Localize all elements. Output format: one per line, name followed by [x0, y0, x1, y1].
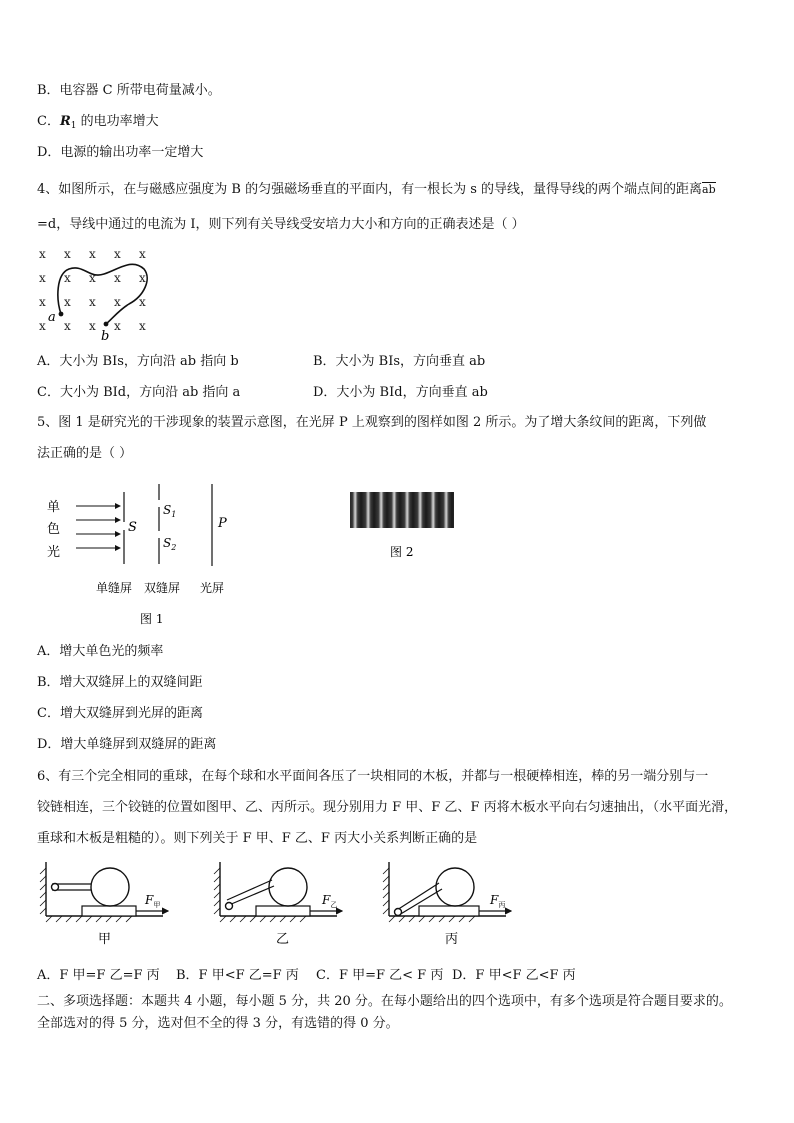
label-s: S	[128, 520, 137, 535]
field-mark: x	[114, 295, 121, 309]
heavy-ball	[269, 868, 307, 906]
label-s2: $S_2$	[163, 536, 177, 552]
q4-stem-line1: 4、如图所示，在与磁感应强度为 B 的匀强磁场垂直的平面内，有一根长为 s 的导线，量得导线的两个端点间的距离ab	[37, 182, 716, 197]
field-mark: x	[39, 295, 46, 309]
field-mark: x	[89, 319, 96, 333]
q5-option-d: D．增大单缝屏到双缝屏的距离	[37, 737, 217, 752]
endpoint-b	[104, 322, 109, 327]
q6-option-b: B．F 甲<F 乙=F 丙	[176, 968, 299, 983]
q5-option-a: A．增大单色光的频率	[37, 644, 164, 659]
q5-option-c: C．增大双缝屏到光屏的距离	[37, 706, 203, 721]
field-mark: x	[139, 319, 146, 333]
q6-option-d: D．F 甲<F 乙<F 丙	[452, 968, 576, 983]
magnetic-field-figure	[34, 244, 164, 344]
label-double-slit-screen: 双缝屏	[144, 581, 181, 595]
q6-option-a: A．F 甲=F 乙=F 丙	[37, 968, 160, 983]
field-mark: x	[114, 247, 121, 261]
fig1-caption: 图 1	[140, 612, 164, 626]
label-p: P	[218, 516, 227, 531]
field-mark: x	[64, 247, 71, 261]
heavy-ball	[91, 868, 129, 906]
hinge	[395, 909, 402, 916]
q4-stem-line2: =d，导线中通过的电流为 I，则下列有关导线受安培力大小和方向的正确表述是（ ）	[37, 217, 525, 232]
ball-figure-jia	[38, 862, 178, 950]
caption-yi: 乙	[276, 932, 290, 947]
wooden-board	[419, 906, 479, 916]
q3-option-c: C．$R_1$ 的电功率增大	[37, 114, 159, 131]
field-mark: x	[39, 319, 46, 333]
field-mark: x	[139, 247, 146, 261]
field-mark: x	[139, 295, 146, 309]
field-mark: x	[89, 247, 96, 261]
wooden-board	[256, 906, 310, 916]
q5-stem-line1: 5、图 1 是研究光的干涉现象的装置示意图，在光屏 P 上观察到的图样如图 2 所示。为了增大条纹间的距离，下列做	[37, 415, 707, 430]
field-mark: x	[89, 295, 96, 309]
field-mark: x	[64, 319, 71, 333]
wooden-board	[82, 906, 136, 916]
q6-option-c: C．F 甲=F 乙< F 丙	[316, 968, 444, 983]
light-char-3: 光	[47, 545, 61, 560]
field-mark: x	[139, 271, 146, 285]
q6-stem-line1: 6、有三个完全相同的重球，在每个球和水平面间各压了一块相同的木板，并都与一根硬棒相连，棒的另一端分别与一	[37, 769, 709, 784]
q4-option-b: B．大小为 BIs，方向垂直 ab	[313, 354, 486, 369]
force-label-yi: $F_乙$	[322, 893, 338, 909]
force-label-jia: $F_甲$	[145, 893, 161, 909]
q6-stem-line3: 重球和木板是粗糙的）。则下列关于 F 甲、F 乙、F 丙大小关系判断正确的是	[37, 831, 478, 846]
endpoint-a	[59, 312, 64, 317]
hinge	[52, 884, 59, 891]
label-single-slit-screen: 单缝屏	[96, 581, 133, 595]
ball-figure-yi	[212, 862, 352, 950]
overline-ab: ab	[702, 183, 716, 196]
section2-line1: 二、多项选择题：本题共 4 小题，每小题 5 分，共 20 分。在每小题给出的四个选项中，有多个选项是符合题目要求的。	[37, 994, 732, 1009]
caption-bing: 丙	[445, 932, 459, 947]
hinge	[226, 903, 233, 910]
caption-jia: 甲	[98, 932, 112, 947]
field-mark: x	[64, 271, 71, 285]
label-s1: $S_1$	[163, 503, 177, 519]
interference-apparatus-figure	[40, 480, 240, 630]
field-mark: x	[39, 247, 46, 261]
heavy-ball	[436, 868, 474, 906]
q5-option-b: B．增大双缝屏上的双缝间距	[37, 675, 203, 690]
ball-figure-bing	[381, 862, 521, 950]
q4-option-c: C．大小为 BId，方向沿 ab 指向 a	[37, 385, 241, 400]
interference-fringes	[350, 492, 454, 528]
label-a: a	[48, 310, 56, 325]
light-char-2: 色	[47, 522, 61, 537]
label-light-screen: 光屏	[200, 581, 225, 595]
fringe-pattern-figure	[348, 490, 458, 565]
q3-option-d: D．电源的输出功率一定增大	[37, 145, 204, 160]
field-mark: x	[39, 271, 46, 285]
q4-option-a: A．大小为 BIs，方向沿 ab 指向 b	[37, 354, 239, 369]
label-b: b	[101, 329, 110, 344]
light-arrows	[76, 506, 120, 548]
q6-stem-line2: 铰链相连，三个铰链的位置如图甲、乙、丙所示。现分别用力 F 甲、F 乙、F 丙将木板水平向右匀速抽出，（水平面光滑，	[37, 800, 738, 815]
light-char-1: 单	[47, 500, 61, 515]
fig2-caption: 图 2	[390, 545, 414, 559]
field-mark: x	[114, 271, 121, 285]
field-mark: x	[114, 319, 121, 333]
curved-wire	[58, 264, 147, 324]
force-label-bing: $F_丙$	[490, 893, 506, 909]
q5-stem-line2: 法正确的是（ ）	[37, 446, 133, 461]
q4-option-d: D．大小为 BId，方向垂直 ab	[313, 385, 488, 400]
section2-line2: 全部选对的得 5 分，选对但不全的得 3 分，有选错的得 0 分。	[37, 1016, 399, 1031]
field-mark: x	[89, 271, 96, 285]
field-mark: x	[64, 295, 71, 309]
q3-option-b: B．电容器 C 所带电荷量减小。	[37, 83, 221, 98]
